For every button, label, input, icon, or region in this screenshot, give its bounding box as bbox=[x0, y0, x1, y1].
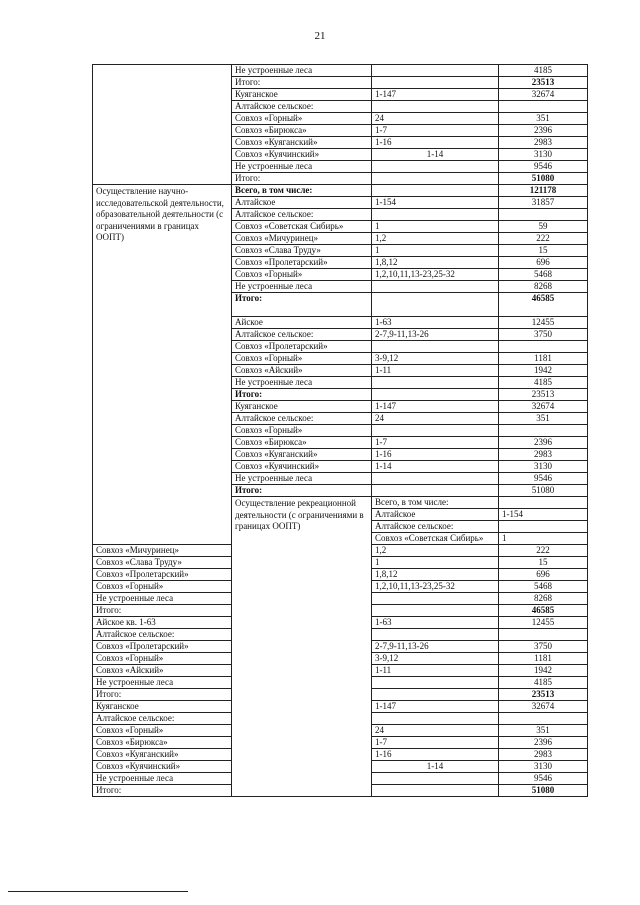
activity-cell: Осуществление научно-исследовательской деятельности, образовательной деятельности (с ограничениями в границах ООПТ) bbox=[93, 185, 232, 545]
quarter-numbers bbox=[372, 77, 499, 89]
forestry-name: Итого: bbox=[93, 689, 232, 701]
area-value: 222 bbox=[499, 545, 588, 557]
forestry-name: Совхоз «Айский» bbox=[93, 665, 232, 677]
quarter-numbers: 1 bbox=[372, 221, 499, 233]
forestry-name: Совхоз «Горный» bbox=[93, 725, 232, 737]
area-value bbox=[499, 341, 588, 353]
quarter-numbers: 1 bbox=[499, 533, 588, 545]
quarter-numbers bbox=[372, 629, 499, 641]
area-value: 46585 bbox=[499, 293, 588, 317]
area-value: 51080 bbox=[499, 173, 588, 185]
area-value: 46585 bbox=[499, 605, 588, 617]
area-value: 4185 bbox=[499, 677, 588, 689]
quarter-numbers bbox=[372, 101, 499, 113]
quarter-numbers: 1-14 bbox=[372, 461, 499, 473]
forestry-name: Не устроенные леса bbox=[232, 377, 372, 389]
forestry-name: Совхоз «Горный» bbox=[232, 113, 372, 125]
area-value: 12455 bbox=[499, 317, 588, 329]
forestry-name: Совхоз «Слава Труду» bbox=[232, 245, 372, 257]
area-value: 2983 bbox=[499, 449, 588, 461]
forestry-name: Алтайское сельское: bbox=[232, 413, 372, 425]
forestry-name: Всего, в том числе: bbox=[372, 497, 499, 509]
forestry-name: Алтайское сельское: bbox=[93, 713, 232, 725]
table-body bbox=[93, 65, 588, 797]
forestry-name: Не устроенные леса bbox=[232, 65, 372, 77]
area-value: 1942 bbox=[499, 665, 588, 677]
table-row bbox=[93, 65, 588, 77]
forestry-name: Итого: bbox=[232, 173, 372, 185]
quarter-numbers: 1-16 bbox=[372, 449, 499, 461]
quarter-numbers: 1-7 bbox=[372, 125, 499, 137]
forestry-name: Алтайское сельское: bbox=[232, 209, 372, 221]
area-value: 12455 bbox=[499, 617, 588, 629]
forestry-name: Совхоз «Слава Труду» bbox=[93, 557, 232, 569]
quarter-numbers: 1,8,12 bbox=[372, 569, 499, 581]
area-value: 351 bbox=[499, 413, 588, 425]
quarter-numbers: 24 bbox=[372, 725, 499, 737]
area-value bbox=[499, 425, 588, 437]
quarter-numbers: 24 bbox=[372, 113, 499, 125]
footnote-divider bbox=[8, 891, 188, 892]
forestry-name: Совхоз «Пролетарский» bbox=[93, 641, 232, 653]
activity-cell: Осуществление рекреационной деятельности (с ограничениями в границах ООПТ) bbox=[232, 497, 372, 797]
forestry-name: Куяганское bbox=[93, 701, 232, 713]
forestry-name: Совхоз «Бирюкса» bbox=[93, 737, 232, 749]
quarter-numbers: 1-154 bbox=[499, 509, 588, 521]
quarter-numbers: 1-147 bbox=[372, 401, 499, 413]
area-value: 32674 bbox=[499, 401, 588, 413]
quarter-numbers: 1-7 bbox=[372, 737, 499, 749]
area-value: 3750 bbox=[499, 329, 588, 341]
area-value: 31857 bbox=[499, 197, 588, 209]
area-value: 4185 bbox=[499, 65, 588, 77]
area-value: 222 bbox=[499, 233, 588, 245]
forestry-name: Совхоз «Советская Сибирь» bbox=[232, 221, 372, 233]
forestry-name: Совхоз «Пролетарский» bbox=[232, 341, 372, 353]
forestry-name: Совхоз «Горный» bbox=[232, 425, 372, 437]
quarter-numbers bbox=[372, 593, 499, 605]
forestry-name: Не устроенные леса bbox=[232, 161, 372, 173]
quarter-numbers: 1,2,10,11,13-23,25-32 bbox=[372, 269, 499, 281]
area-value: 2396 bbox=[499, 125, 588, 137]
area-value: 23513 bbox=[499, 689, 588, 701]
forestry-name: Куяганское bbox=[232, 89, 372, 101]
quarter-numbers: 1-63 bbox=[372, 617, 499, 629]
forestry-name: Итого: bbox=[232, 389, 372, 401]
area-value: 3750 bbox=[499, 641, 588, 653]
area-value: 51080 bbox=[499, 485, 588, 497]
area-value: 23513 bbox=[499, 77, 588, 89]
area-value: 2983 bbox=[499, 137, 588, 149]
quarter-numbers: 1-63 bbox=[372, 317, 499, 329]
area-value bbox=[499, 713, 588, 725]
forestry-name: Совхоз «Пролетарский» bbox=[232, 257, 372, 269]
forestry-name: Алтайское bbox=[372, 509, 499, 521]
quarter-numbers: 1-14 bbox=[372, 761, 499, 773]
quarter-numbers: 1-16 bbox=[372, 137, 499, 149]
area-value: 3130 bbox=[499, 761, 588, 773]
forestry-name: Совхоз «Бирюкса» bbox=[232, 437, 372, 449]
quarter-numbers: 1-154 bbox=[372, 197, 499, 209]
quarter-numbers bbox=[372, 209, 499, 221]
area-value: 8268 bbox=[499, 593, 588, 605]
quarter-numbers bbox=[372, 377, 499, 389]
quarter-numbers bbox=[372, 173, 499, 185]
forestry-name: Не устроенные леса bbox=[232, 473, 372, 485]
forestry-name: Алтайское сельское: bbox=[232, 101, 372, 113]
quarter-numbers bbox=[372, 689, 499, 701]
forestry-name: Совхоз «Горный» bbox=[232, 353, 372, 365]
quarter-numbers bbox=[372, 677, 499, 689]
forestry-name: Совхоз «Мичуринец» bbox=[93, 545, 232, 557]
forestry-name: Не устроенные леса bbox=[93, 677, 232, 689]
quarter-numbers bbox=[499, 497, 588, 509]
quarter-numbers bbox=[499, 521, 588, 533]
area-value: 4185 bbox=[499, 377, 588, 389]
quarter-numbers: 1 bbox=[372, 557, 499, 569]
forestry-name: Совхоз «Мичуринец» bbox=[232, 233, 372, 245]
quarter-numbers bbox=[372, 389, 499, 401]
area-value: 2396 bbox=[499, 437, 588, 449]
forestry-name: Совхоз «Айский» bbox=[232, 365, 372, 377]
area-value: 15 bbox=[499, 245, 588, 257]
area-value: 121178 bbox=[499, 185, 588, 197]
forestry-name: Совхоз «Куячинский» bbox=[93, 761, 232, 773]
area-value: 351 bbox=[499, 725, 588, 737]
area-value: 9546 bbox=[499, 773, 588, 785]
forestry-name: Не устроенные леса bbox=[232, 281, 372, 293]
forestry-name: Совхоз «Советская Сибирь» bbox=[372, 533, 499, 545]
forestry-name: Совхоз «Куяганский» bbox=[232, 449, 372, 461]
quarter-numbers: 1-16 bbox=[372, 749, 499, 761]
area-value: 32674 bbox=[499, 701, 588, 713]
forestry-name: Совхоз «Куяганский» bbox=[93, 749, 232, 761]
area-value: 1181 bbox=[499, 353, 588, 365]
quarter-numbers bbox=[372, 65, 499, 77]
forestry-name: Совхоз «Горный» bbox=[232, 269, 372, 281]
area-value: 5468 bbox=[499, 581, 588, 593]
quarter-numbers bbox=[372, 473, 499, 485]
quarter-numbers: 1,2,10,11,13-23,25-32 bbox=[372, 581, 499, 593]
quarter-numbers: 2-7,9-11,13-26 bbox=[372, 329, 499, 341]
forestry-name: Совхоз «Куячинский» bbox=[232, 461, 372, 473]
activity-cell bbox=[93, 65, 232, 185]
forestry-name: Не устроенные леса bbox=[93, 773, 232, 785]
quarter-numbers bbox=[372, 773, 499, 785]
area-value: 5468 bbox=[499, 269, 588, 281]
area-value: 3130 bbox=[499, 461, 588, 473]
quarter-numbers bbox=[372, 485, 499, 497]
quarter-numbers bbox=[372, 341, 499, 353]
area-value: 9546 bbox=[499, 161, 588, 173]
quarter-numbers: 1,8,12 bbox=[372, 257, 499, 269]
area-value bbox=[499, 629, 588, 641]
forestry-name: Куяганское bbox=[232, 401, 372, 413]
area-value: 15 bbox=[499, 557, 588, 569]
quarter-numbers: 2-7,9-11,13-26 bbox=[372, 641, 499, 653]
area-value: 2396 bbox=[499, 737, 588, 749]
forestry-name: Айское bbox=[232, 317, 372, 329]
quarter-numbers bbox=[372, 713, 499, 725]
area-value: 351 bbox=[499, 113, 588, 125]
quarter-numbers: 1-147 bbox=[372, 89, 499, 101]
quarter-numbers bbox=[372, 185, 499, 197]
quarter-numbers: 1-147 bbox=[372, 701, 499, 713]
area-value: 23513 bbox=[499, 389, 588, 401]
forestry-name: Совхоз «Бирюкса» bbox=[232, 125, 372, 137]
area-value: 1942 bbox=[499, 365, 588, 377]
area-value: 2983 bbox=[499, 749, 588, 761]
quarter-numbers: 1-14 bbox=[372, 149, 499, 161]
quarter-numbers bbox=[372, 161, 499, 173]
area-value: 3130 bbox=[499, 149, 588, 161]
forestry-name: Всего, в том числе: bbox=[232, 185, 372, 197]
area-value: 59 bbox=[499, 221, 588, 233]
quarter-numbers: 24 bbox=[372, 413, 499, 425]
area-value: 696 bbox=[499, 569, 588, 581]
forestry-name: Совхоз «Пролетарский» bbox=[93, 569, 232, 581]
forestry-name: Алтайское сельское: bbox=[372, 521, 499, 533]
quarter-numbers bbox=[372, 605, 499, 617]
forestry-name: Итого: bbox=[232, 293, 372, 317]
area-value: 9546 bbox=[499, 473, 588, 485]
quarter-numbers: 1 bbox=[372, 245, 499, 257]
quarter-numbers bbox=[372, 293, 499, 317]
forestry-name: Итого: bbox=[93, 605, 232, 617]
forestry-name: Совхоз «Куячинский» bbox=[232, 149, 372, 161]
area-value: 1181 bbox=[499, 653, 588, 665]
quarter-numbers: 1-11 bbox=[372, 665, 499, 677]
area-value: 32674 bbox=[499, 89, 588, 101]
area-value: 696 bbox=[499, 257, 588, 269]
forestry-name: Алтайское сельское: bbox=[232, 329, 372, 341]
forestry-name: Алтайское сельское: bbox=[93, 629, 232, 641]
quarter-numbers: 1,2 bbox=[372, 545, 499, 557]
quarter-numbers bbox=[372, 281, 499, 293]
area-value: 8268 bbox=[499, 281, 588, 293]
forest-use-table bbox=[92, 64, 588, 797]
quarter-numbers bbox=[372, 785, 499, 797]
area-value bbox=[499, 101, 588, 113]
forestry-name: Итого: bbox=[93, 785, 232, 797]
quarter-numbers: 3-9,12 bbox=[372, 353, 499, 365]
forestry-name: Совхоз «Горный» bbox=[93, 653, 232, 665]
area-value bbox=[499, 209, 588, 221]
page-number: 21 bbox=[314, 30, 326, 42]
quarter-numbers bbox=[372, 425, 499, 437]
table-row bbox=[93, 185, 588, 197]
quarter-numbers: 3-9,12 bbox=[372, 653, 499, 665]
forestry-name: Совхоз «Куяганский» bbox=[232, 137, 372, 149]
forestry-name: Алтайское bbox=[232, 197, 372, 209]
forestry-name: Итого: bbox=[232, 77, 372, 89]
forestry-name: Не устроенные леса bbox=[93, 593, 232, 605]
forestry-name: Итого: bbox=[232, 485, 372, 497]
area-value: 51080 bbox=[499, 785, 588, 797]
quarter-numbers: 1-7 bbox=[372, 437, 499, 449]
forestry-name: Совхоз «Горный» bbox=[93, 581, 232, 593]
quarter-numbers: 1,2 bbox=[372, 233, 499, 245]
forestry-name: Айское кв. 1-63 bbox=[93, 617, 232, 629]
quarter-numbers: 1-11 bbox=[372, 365, 499, 377]
